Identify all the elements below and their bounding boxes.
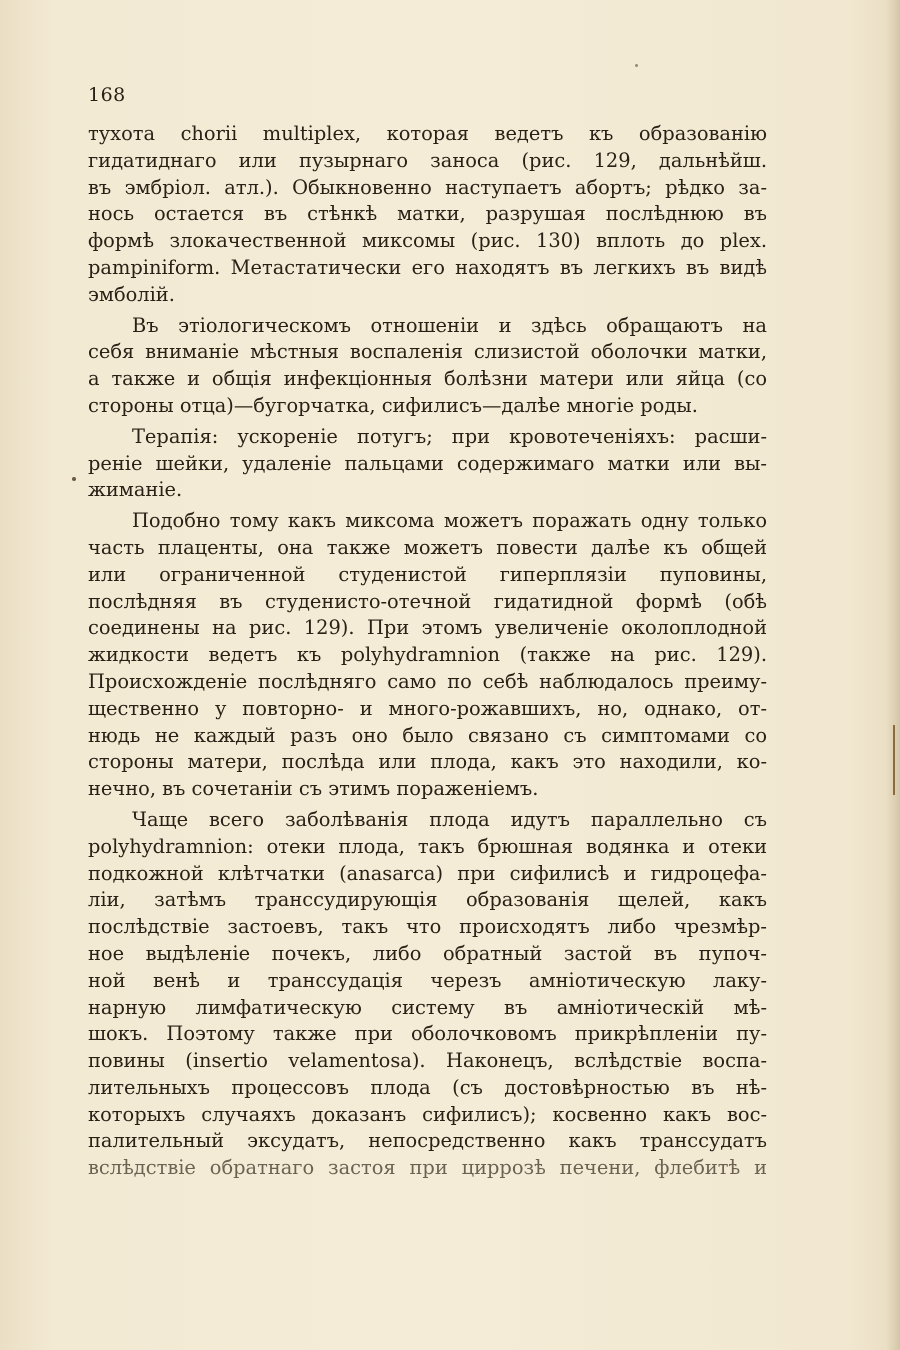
text-line: себя вниманіе мѣстныя воспаленія слизистой оболочки матки, <box>88 340 767 364</box>
text-line: лительныхъ процессовъ плода (съ достовѣрностью въ нѣ- <box>88 1075 767 1099</box>
text-line: соединены на рис. 129). При этомъ увеличеніе околоплодной <box>88 616 767 640</box>
page-number: 168 <box>88 84 126 106</box>
text-line: гидатиднаго или пузырнаго заноса (рис. 129, дальнѣйш. <box>88 148 767 172</box>
page-edge-shadow <box>886 0 900 1350</box>
text-line: нюдь не каждый разъ оно было связано съ симптомами со <box>88 723 767 747</box>
text-line: которыхъ случаяхъ доказанъ сифилисъ); косвенно какъ вос- <box>88 1102 767 1126</box>
margin-dot <box>72 477 76 481</box>
text-line: палительный эксудатъ, непосредственно какъ транссудатъ <box>88 1129 767 1153</box>
text-line: эмболій. <box>88 282 175 306</box>
text-line: щественно у повторно- и много-рожавшихъ, но, однако, от- <box>88 696 767 720</box>
text-line: а также и общія инфекціонныя болѣзни матери или яйца (со <box>88 367 767 391</box>
text-line: нечно, въ сочетаніи съ этимъ пораженіемъ. <box>88 777 539 801</box>
text-line: стороны отца)—бугорчатка, сифилисъ—далѣе многіе роды. <box>88 393 698 417</box>
text-line: послѣдствіе застоевъ, такъ что происходятъ либо чрезмѣр- <box>88 915 767 939</box>
text-line: polyhydramnion: отеки плода, такъ брюшная водянка и отеки <box>88 834 767 858</box>
text-line: жиманіе. <box>88 478 183 502</box>
text-line: Происхожденіе послѣдняго само по себѣ наблюдалось преиму- <box>88 669 767 693</box>
text-line: нарную лимфатическую систему въ амніотическій мѣ- <box>88 995 767 1019</box>
text-line: Подобно тому какъ миксома можетъ поражать одну только <box>132 509 767 533</box>
text-line: часть плаценты, она также можетъ повести далѣе къ общей <box>88 535 767 559</box>
text-line: ной венѣ и транссудація черезъ амніотическую лаку- <box>88 968 767 992</box>
text-line: жидкости ведетъ къ polyhydramnion (также на рис. 129). <box>88 643 767 667</box>
text-line: въ эмбріол. атл.). Обыкновенно наступаетъ абортъ; рѣдко за- <box>88 175 767 199</box>
text-line: шокъ. Поэтому также при оболочковомъ прикрѣпленіи пу- <box>88 1022 767 1046</box>
text-line: реніе шейки, удаленіе пальцами содержимаго матки или вы- <box>88 451 767 475</box>
text-line: повины (insertio velamentosa). Наконецъ, вслѣдствіе воспа- <box>88 1049 767 1073</box>
text-line: подкожной клѣтчатки (anasarca) при сифилисѣ и гидроцефа- <box>88 861 767 885</box>
body-text <box>88 121 767 1182</box>
text-line: тухота chorii multiplex, которая ведетъ къ образованію <box>88 122 767 145</box>
text-line: ліи, затѣмъ транссудирующія образованія щелей, какъ <box>88 888 767 912</box>
text-line: стороны матери, послѣда или плода, какъ это находили, ко- <box>88 750 767 774</box>
text-line: вслѣдствіе обратнаго застоя при циррозѣ печени, флебитѣ и <box>88 1156 767 1180</box>
text-line: нось остается въ стѣнкѣ матки, разрушая послѣднюю въ <box>88 202 767 226</box>
text-line: Терапія: ускореніе потугъ; при кровотеченіяхъ: расши- <box>132 424 767 448</box>
text-line: Въ этіологическомъ отношеніи и здѣсь обращаютъ на <box>132 313 767 337</box>
text-line: pampiniform. Метастатически его находятъ въ легкихъ въ видѣ <box>88 255 767 279</box>
text-line: или ограниченной студенистой гиперплязіи пуповины, <box>88 562 767 586</box>
text-line: Чаще всего заболѣванія плода идутъ параллельно съ <box>132 807 767 831</box>
edge-mark <box>893 725 895 795</box>
text-line: формѣ злокачественной миксомы (рис. 130) вплоть до plex. <box>88 229 767 253</box>
paper-speck <box>635 64 638 67</box>
text-line: ное выдѣленіе почекъ, либо обратный застой въ пупоч- <box>88 941 767 965</box>
text-line: послѣдняя въ студенисто-отечной гидатидной формѣ (обѣ <box>88 589 767 613</box>
